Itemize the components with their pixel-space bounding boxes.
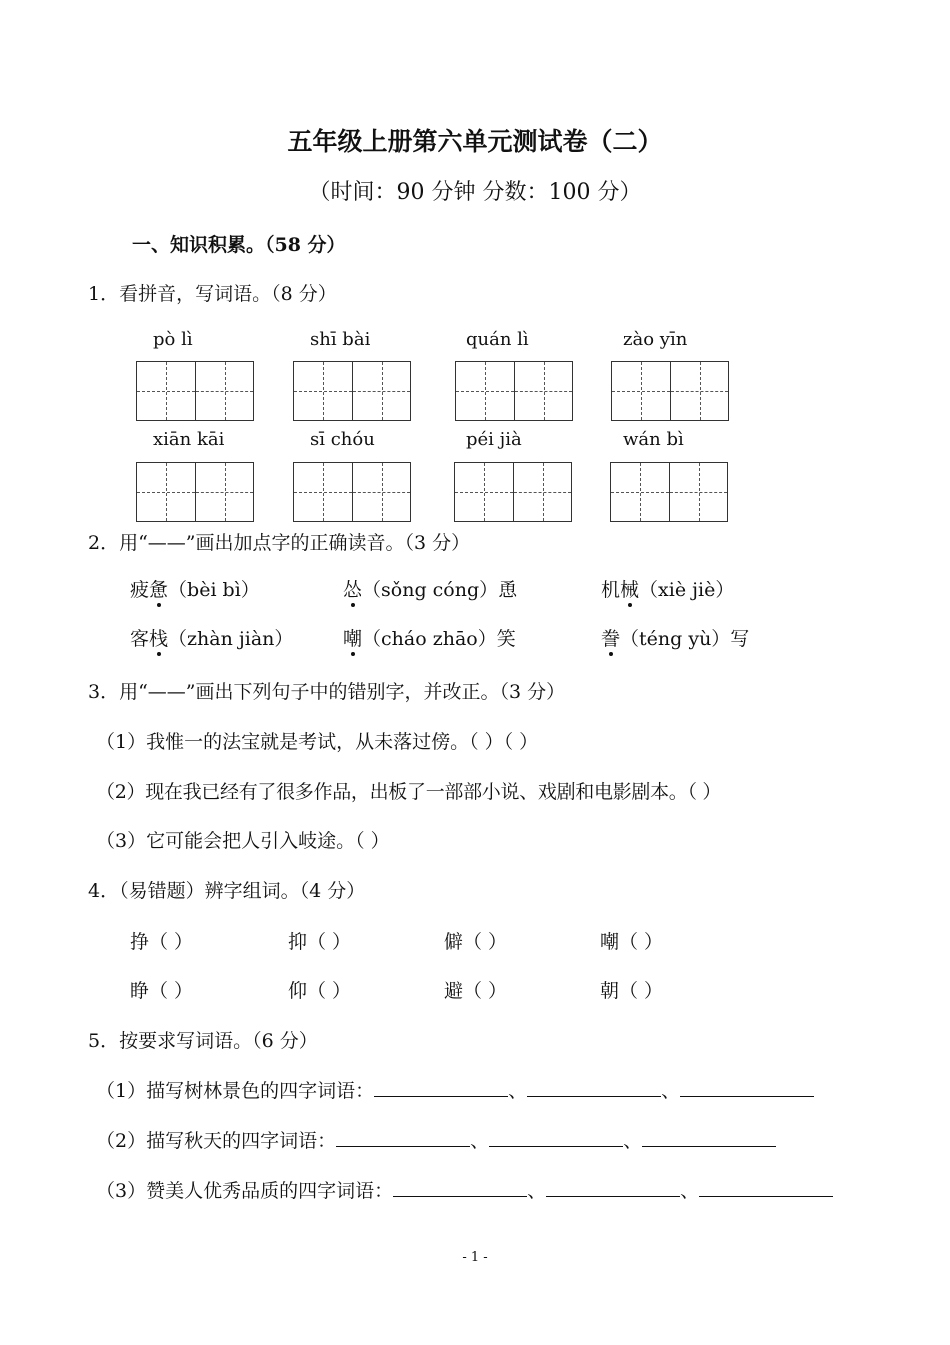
writing-grid[interactable] <box>610 462 728 522</box>
dotted-character: 怂 <box>343 575 362 602</box>
reading-item <box>601 575 734 602</box>
word-item: 避（ ） <box>444 980 508 1002</box>
word-item: 僻（ ） <box>444 931 508 953</box>
item-options: （cháo zhāo）笑 <box>362 628 516 650</box>
fill-in-line <box>96 1126 776 1153</box>
answer-blank[interactable] <box>374 1078 508 1097</box>
pinyin-label: sī chóu <box>310 429 375 450</box>
item-options: （sǒng cóng）恿 <box>362 579 518 601</box>
word-item: 朝（ ） <box>600 980 664 1002</box>
writing-grid[interactable] <box>136 462 254 522</box>
reading-item <box>343 575 517 602</box>
writing-grid[interactable] <box>611 361 729 421</box>
fill-in-label: （1）描写树林景色的四字词语： <box>96 1080 375 1102</box>
question-5-heading: 5．按要求写词语。（6 分） <box>88 1030 318 1052</box>
question-1-heading: 1．看拼音，写词语。（8 分） <box>88 283 337 305</box>
question-4-heading: 4．（易错题）辨字组词。（4 分） <box>88 880 366 902</box>
pinyin-label: wán bì <box>623 429 684 450</box>
answer-blank[interactable] <box>527 1078 661 1097</box>
dotted-character: 惫 <box>149 575 168 602</box>
answer-blank[interactable] <box>489 1128 623 1147</box>
question-2-heading: 2．用“——”画出加点字的正确读音。（3 分） <box>88 532 471 554</box>
answer-blank[interactable] <box>642 1128 776 1147</box>
item-text: 客 <box>130 628 150 650</box>
separator: 、 <box>623 1130 643 1152</box>
item-options: （zhàn jiàn） <box>168 628 294 650</box>
writing-grid[interactable] <box>136 361 254 421</box>
dotted-character: 嘲 <box>343 624 362 651</box>
sentence-line: （2）现在我已经有了很多作品，出板了一部部小说、戏剧和电影剧本。（ ） <box>96 781 722 803</box>
dotted-character: 械 <box>620 575 639 602</box>
fill-in-line <box>96 1176 833 1203</box>
fill-in-label: （3）赞美人优秀品质的四字词语： <box>96 1180 394 1202</box>
writing-grid[interactable] <box>454 462 572 522</box>
section-heading: 一、知识积累。（58 分） <box>132 234 346 256</box>
word-item: 嘲（ ） <box>600 931 664 953</box>
pinyin-label: xiān kāi <box>153 429 225 450</box>
pinyin-label: quán lì <box>466 329 529 350</box>
sentence-line: （1）我惟一的法宝就是考试，从未落过傍。（ ）（ ） <box>96 731 539 753</box>
reading-item <box>601 624 749 651</box>
answer-blank[interactable] <box>680 1078 814 1097</box>
writing-grid[interactable] <box>455 361 573 421</box>
separator: 、 <box>680 1180 700 1202</box>
item-text: 机 <box>601 579 621 601</box>
separator: 、 <box>527 1180 547 1202</box>
pinyin-label: pò lì <box>153 329 193 350</box>
writing-grid[interactable] <box>293 462 411 522</box>
writing-grid[interactable] <box>293 361 411 421</box>
fill-in-line <box>96 1076 814 1103</box>
answer-blank[interactable] <box>546 1178 680 1197</box>
word-item: 挣（ ） <box>130 931 194 953</box>
item-options: （xiè jiè） <box>639 579 735 601</box>
fill-in-label: （2）描写秋天的四字词语： <box>96 1130 337 1152</box>
item-options: （téng yù）写 <box>620 628 750 650</box>
dotted-character: 誊 <box>601 624 620 651</box>
separator: 、 <box>470 1130 490 1152</box>
answer-blank[interactable] <box>699 1178 833 1197</box>
dotted-character: 栈 <box>149 624 168 651</box>
exam-info: （时间：90 分钟 分数：100 分） <box>308 180 642 205</box>
page-title: 五年级上册第六单元测试卷（二） <box>287 127 663 156</box>
answer-blank[interactable] <box>336 1128 470 1147</box>
page-number: - 1 - <box>462 1250 488 1265</box>
reading-item <box>130 624 293 651</box>
sentence-line: （3）它可能会把人引入岐途。（ ） <box>96 830 390 852</box>
answer-blank[interactable] <box>393 1178 527 1197</box>
separator: 、 <box>508 1080 528 1102</box>
reading-item <box>130 575 260 602</box>
pinyin-label: péi jià <box>466 429 522 450</box>
reading-item <box>343 624 516 651</box>
separator: 、 <box>661 1080 681 1102</box>
word-item: 睁（ ） <box>130 980 194 1002</box>
item-options: （bèi bì） <box>168 579 260 601</box>
word-item: 仰（ ） <box>288 980 352 1002</box>
word-item: 抑（ ） <box>288 931 352 953</box>
pinyin-label: zào yīn <box>623 329 688 350</box>
pinyin-label: shī bài <box>310 329 371 350</box>
item-text: 疲 <box>130 579 150 601</box>
question-3-heading: 3．用“——”画出下列句子中的错别字，并改正。（3 分） <box>88 681 566 703</box>
